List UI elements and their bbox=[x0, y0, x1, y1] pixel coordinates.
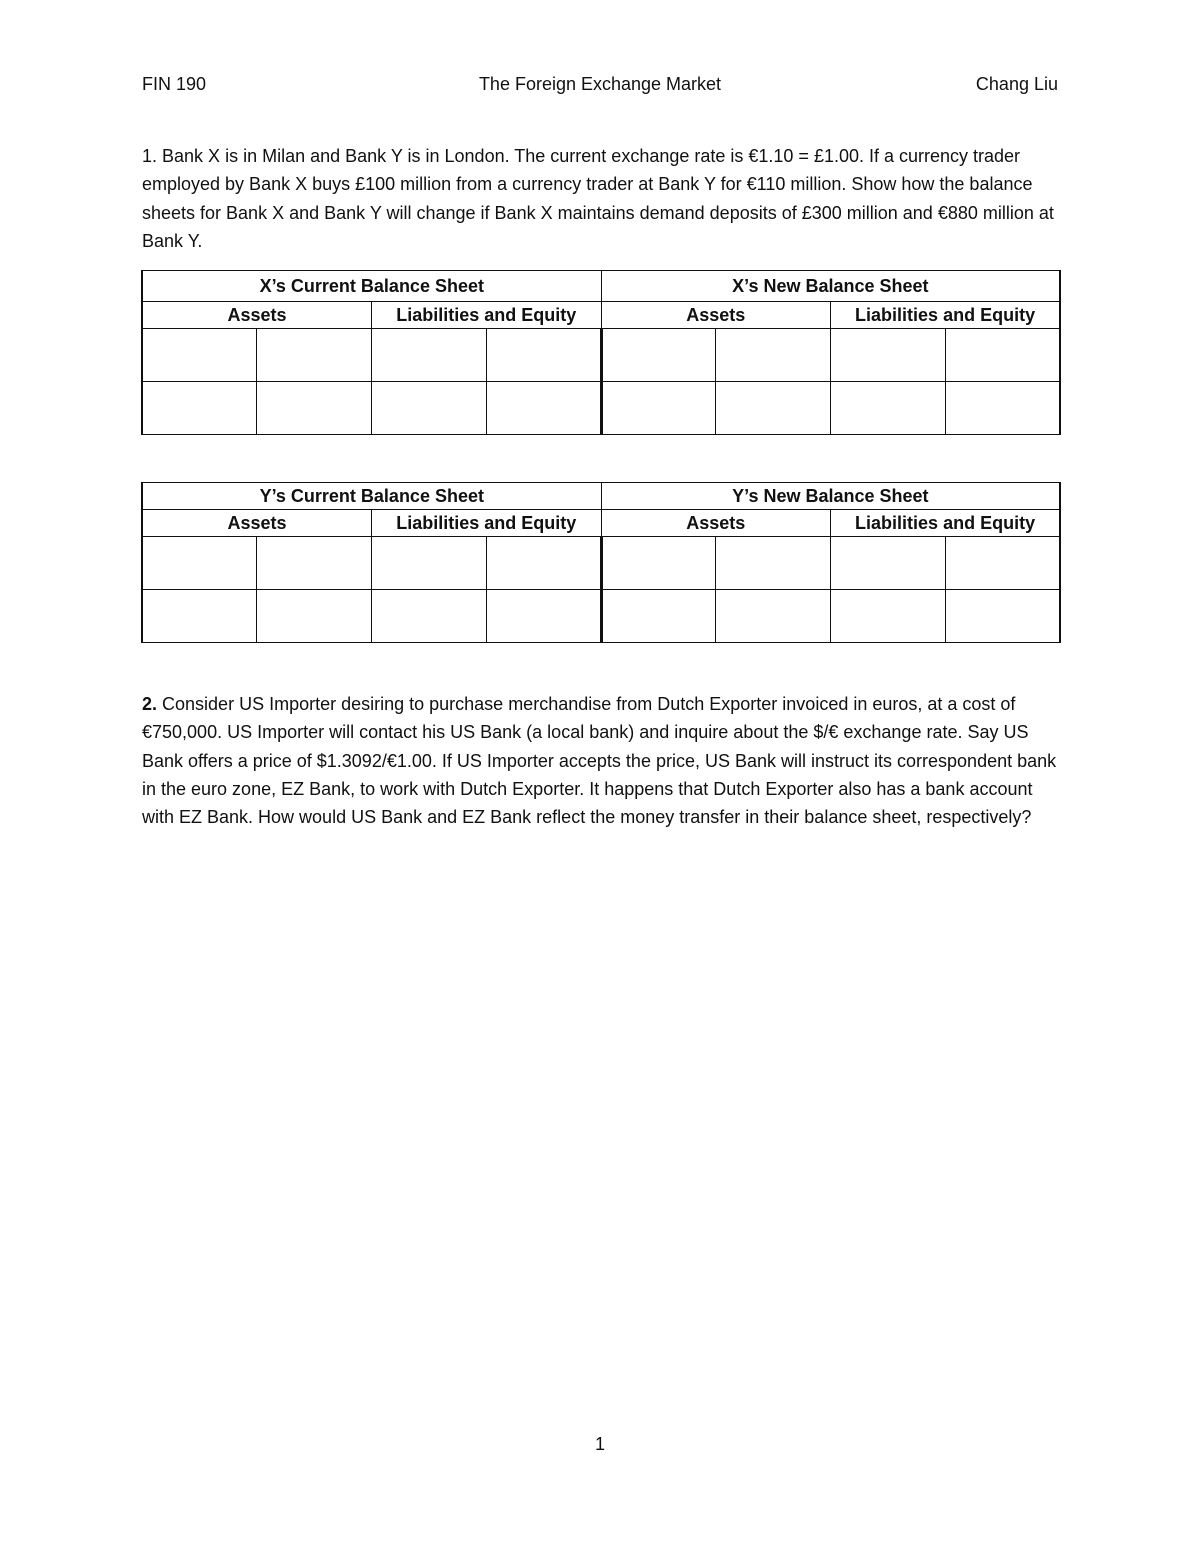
y-current-asset-amount-cell[interactable] bbox=[257, 537, 372, 590]
x-new-balance-sheet-title: X’s New Balance Sheet bbox=[601, 271, 1060, 302]
y-current-balance-sheet-title: Y’s Current Balance Sheet bbox=[142, 483, 601, 510]
page-number: 1 bbox=[594, 1434, 605, 1454]
y-current-liability-item-cell[interactable] bbox=[372, 590, 487, 643]
y-current-asset-amount-cell[interactable] bbox=[257, 590, 372, 643]
bank-y-balance-sheet-table bbox=[141, 482, 1061, 643]
y-current-liability-item-cell[interactable] bbox=[372, 537, 487, 590]
x-current-liability-item-cell[interactable] bbox=[372, 329, 487, 382]
question-2 bbox=[142, 690, 1062, 831]
y-new-balance-sheet-title: Y’s New Balance Sheet bbox=[601, 483, 1060, 510]
x-balance-row bbox=[142, 382, 1060, 435]
y-balance-row bbox=[142, 590, 1060, 643]
y-new-liability-amount-cell[interactable] bbox=[945, 590, 1060, 643]
y-current-asset-item-cell[interactable] bbox=[142, 537, 257, 590]
question-1-text: Bank X is in Milan and Bank Y is in London. The current exchange rate is €1.10 = £1.00. If a currency trader employed by Bank X buys £100 million from a currency trader at Bank Y for €110 million. Show how the balance sheets for Bank X and Bank Y will change if Bank X maintains demand deposits of £300 million and €880 million at Bank Y. bbox=[142, 146, 1054, 251]
question-2-text: Consider US Importer desiring to purchase merchandise from Dutch Exporter invoiced in euros, at a cost of €750,000. US Importer will contact his US Bank (a local bank) and inquire about the $/€ exchange rate. Say US Bank offers a price of $1.3092/€1.00. If US Importer accepts the price, US Bank will instruct its correspondent bank in the euro zone, EZ Bank, to work with Dutch Exporter. It happens that Dutch Exporter also has a bank account with EZ Bank. How would US Bank and EZ Bank reflect the money transfer in their balance sheet, respectively? bbox=[142, 694, 1057, 828]
y-new-liability-item-cell[interactable] bbox=[831, 537, 946, 590]
x-new-assets-header: Assets bbox=[601, 302, 831, 329]
y-new-asset-item-cell[interactable] bbox=[601, 537, 716, 590]
y-current-liability-amount-cell[interactable] bbox=[486, 537, 601, 590]
x-current-assets-header: Assets bbox=[142, 302, 372, 329]
y-new-asset-amount-cell[interactable] bbox=[716, 590, 831, 643]
course-code: FIN 190 bbox=[142, 74, 207, 94]
x-current-liability-amount-cell[interactable] bbox=[486, 329, 601, 382]
x-current-liabilities-header: Liabilities and Equity bbox=[372, 302, 602, 329]
y-new-liability-amount-cell[interactable] bbox=[945, 537, 1060, 590]
y-new-asset-amount-cell[interactable] bbox=[716, 537, 831, 590]
question-2-number: 2. bbox=[142, 694, 158, 714]
bank-x-balance-sheet-table bbox=[141, 270, 1061, 435]
question-1 bbox=[142, 142, 1062, 255]
y-new-asset-item-cell[interactable] bbox=[601, 590, 716, 643]
y-new-liability-item-cell[interactable] bbox=[831, 590, 946, 643]
x-current-asset-item-cell[interactable] bbox=[142, 329, 257, 382]
x-current-asset-amount-cell[interactable] bbox=[257, 329, 372, 382]
x-current-liability-item-cell[interactable] bbox=[372, 382, 487, 435]
x-current-asset-amount-cell[interactable] bbox=[257, 382, 372, 435]
document-title: The Foreign Exchange Market bbox=[478, 74, 722, 94]
x-current-liability-amount-cell[interactable] bbox=[486, 382, 601, 435]
x-new-asset-item-cell[interactable] bbox=[601, 329, 716, 382]
page-header bbox=[142, 74, 1058, 98]
x-new-asset-amount-cell[interactable] bbox=[716, 382, 831, 435]
y-new-assets-header: Assets bbox=[601, 510, 831, 537]
y-current-liabilities-header: Liabilities and Equity bbox=[372, 510, 602, 537]
author-name: Chang Liu bbox=[975, 74, 1058, 94]
y-balance-row bbox=[142, 537, 1060, 590]
y-current-liability-amount-cell[interactable] bbox=[486, 590, 601, 643]
x-balance-row bbox=[142, 329, 1060, 382]
x-new-liability-amount-cell[interactable] bbox=[945, 329, 1060, 382]
x-new-asset-item-cell[interactable] bbox=[601, 382, 716, 435]
x-current-asset-item-cell[interactable] bbox=[142, 382, 257, 435]
y-current-assets-header: Assets bbox=[142, 510, 372, 537]
x-new-liability-item-cell[interactable] bbox=[831, 382, 946, 435]
y-current-asset-item-cell[interactable] bbox=[142, 590, 257, 643]
x-new-liabilities-header: Liabilities and Equity bbox=[831, 302, 1061, 329]
x-new-asset-amount-cell[interactable] bbox=[716, 329, 831, 382]
x-new-liability-item-cell[interactable] bbox=[831, 329, 946, 382]
x-new-liability-amount-cell[interactable] bbox=[945, 382, 1060, 435]
x-current-balance-sheet-title: X’s Current Balance Sheet bbox=[142, 271, 601, 302]
question-1-number: 1. bbox=[142, 146, 158, 166]
y-new-liabilities-header: Liabilities and Equity bbox=[831, 510, 1061, 537]
